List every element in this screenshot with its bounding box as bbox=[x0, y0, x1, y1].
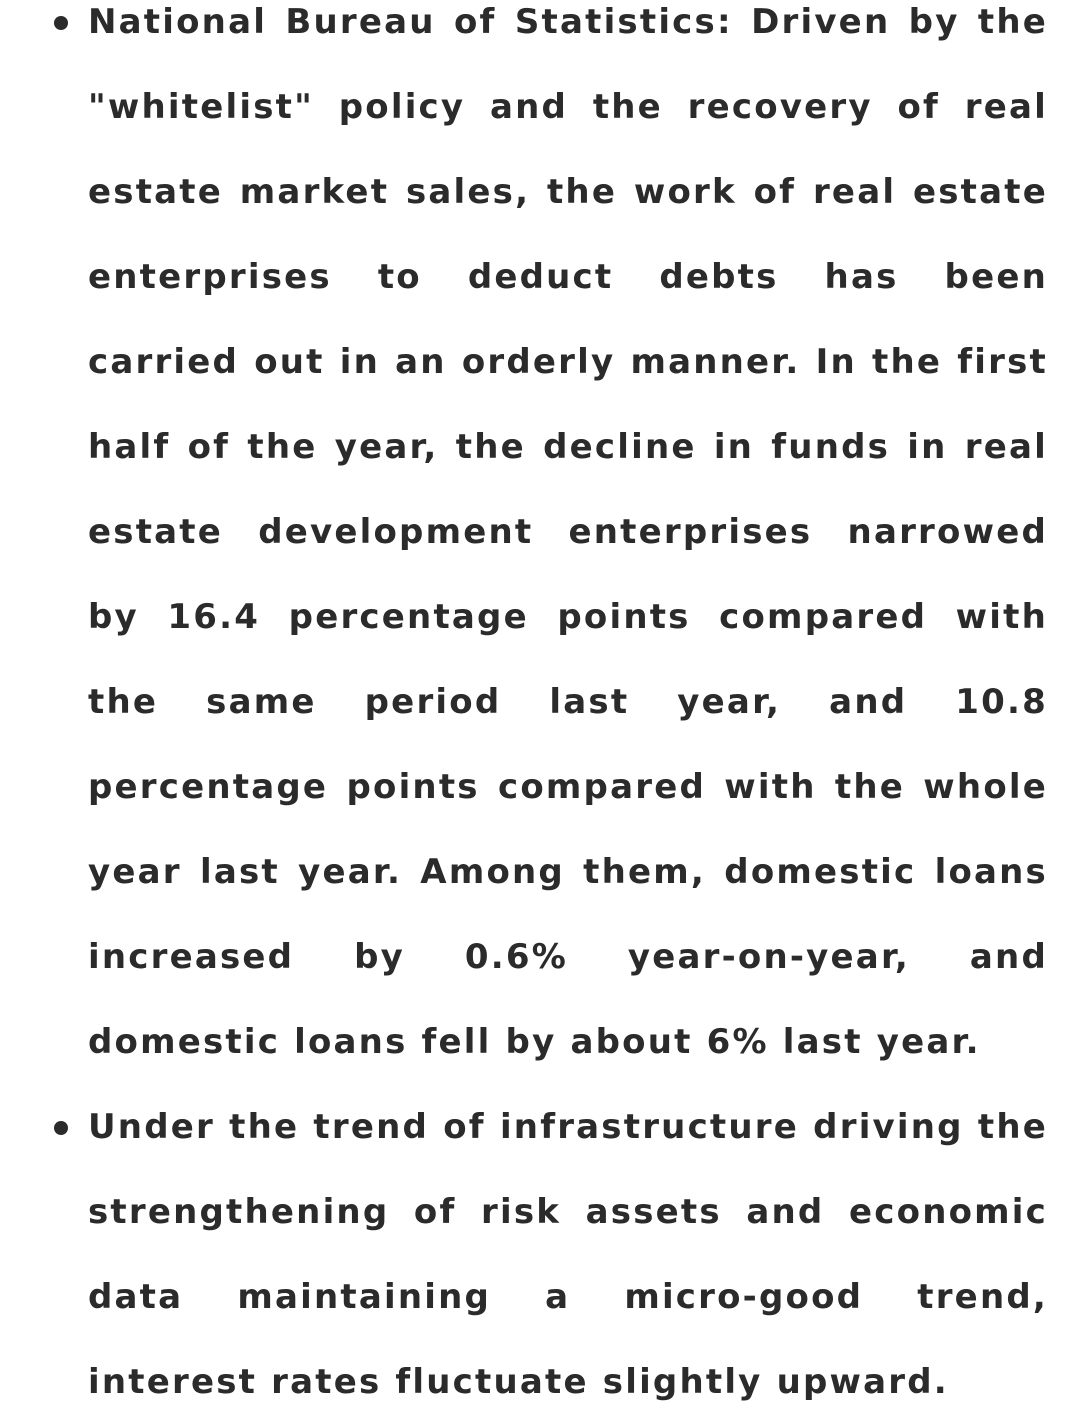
bullet-text: Under the trend of infrastructure driving the strengthening of risk assets and economic data maintaining a micro-good trend, interest rates fluctuate slightly upward. bbox=[88, 1107, 1048, 1402]
bullet-text: National Bureau of Statistics: Driven by the "whitelist" policy and the recovery of real estate market sales, the work of real estate enterprises to deduct debts has been carried out in an orderly manner. In the first half of the year, the decline in funds in real estate development enterprises narrowed by 16.4 percentage points compared with the same period last year, and 10.8 percentage points compared with the whole year last year. Among them, domestic loans increased by 0.6% year-on-year, and domestic loans fell by about 6% last year. bbox=[88, 2, 1048, 1062]
bullet-list bbox=[88, 0, 1048, 1421]
bullet-point-icon bbox=[54, 1121, 68, 1135]
bullet-item-statistics bbox=[88, 0, 1048, 1085]
bullet-point-icon bbox=[54, 16, 68, 30]
bullet-item-interest-rates bbox=[88, 1085, 1048, 1421]
